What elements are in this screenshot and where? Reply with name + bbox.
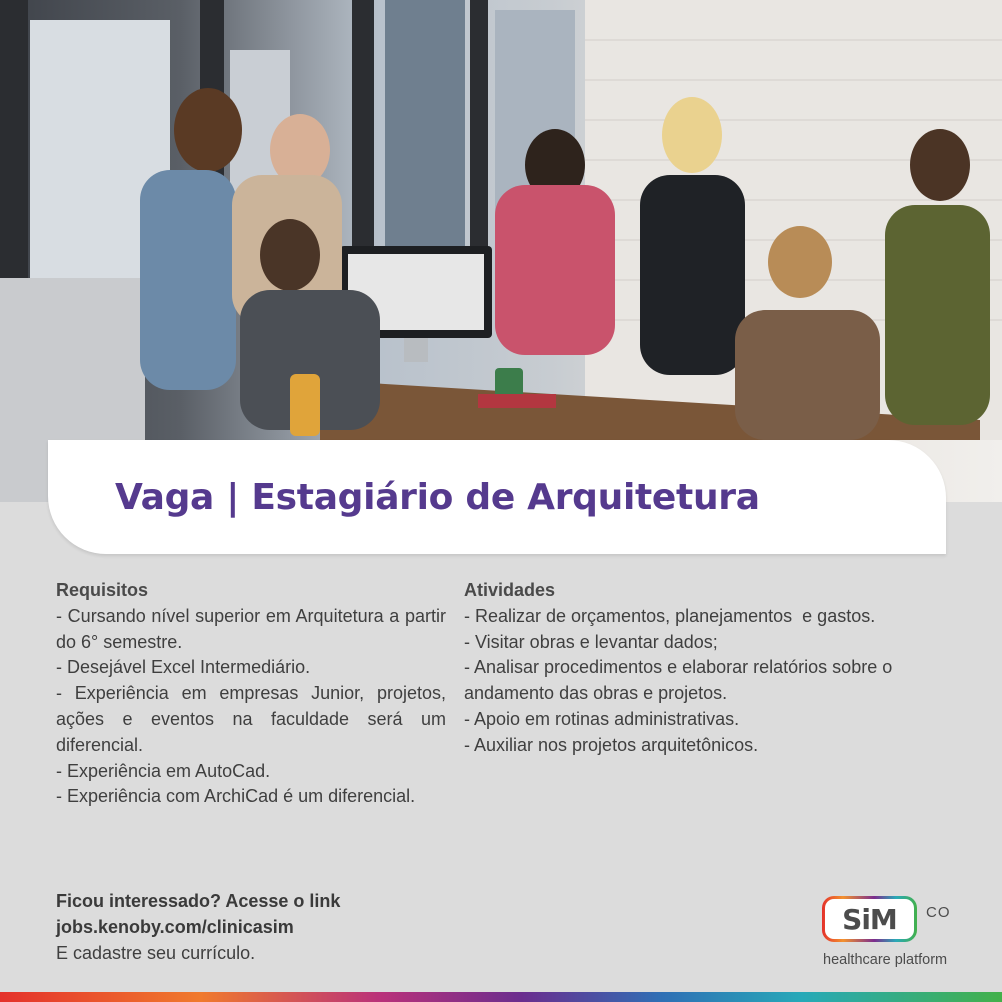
activity-item: - Analisar procedimentos e elaborar relatórios sobre o andamento das obras e projetos.	[464, 657, 893, 704]
sim-logo	[822, 896, 972, 976]
cta-instruction: E cadastre seu currículo.	[56, 943, 256, 963]
activities-section	[464, 578, 964, 759]
rainbow-stripe	[0, 992, 1002, 1002]
requirement-item: - Desejável Excel Intermediário.	[56, 657, 311, 678]
requirement-item: - Cursando nível superior em Arquitetura a partir do 6° semestre.	[56, 605, 446, 652]
activity-item: - Apoio em rotinas administrativas.	[464, 708, 740, 729]
requirement-item: - Experiência em AutoCad.	[56, 760, 271, 781]
activity-item: - Realizar de orçamentos, planejamentos e gastos.	[464, 605, 876, 626]
apply-link[interactable]: jobs.kenoby.com/clinicasim	[56, 917, 294, 937]
title-banner	[48, 440, 946, 554]
logo-tagline: healthcare platform	[823, 952, 948, 968]
activity-item: - Auxiliar nos projetos arquitetônicos.	[464, 734, 759, 755]
requirements-section	[56, 578, 446, 810]
job-title: Vaga | Estagiário de Arquitetura	[115, 477, 760, 518]
call-to-action	[56, 888, 340, 966]
activities-heading: Atividades	[464, 580, 556, 600]
requirement-item: - Experiência em empresas Junior, projetos, ações e eventos na faculdade será um diferencial.	[56, 683, 446, 755]
cta-heading: Ficou interessado? Acesse o link	[56, 891, 341, 911]
logo-badge	[822, 896, 917, 942]
logo-suffix: CO	[926, 904, 951, 921]
logo-wordmark: SiM	[842, 902, 897, 936]
activity-item: - Visitar obras e levantar dados;	[464, 631, 718, 652]
requirements-heading: Requisitos	[56, 580, 149, 600]
requirement-item: - Experiência com ArchiCad é um diferencial.	[56, 786, 416, 807]
